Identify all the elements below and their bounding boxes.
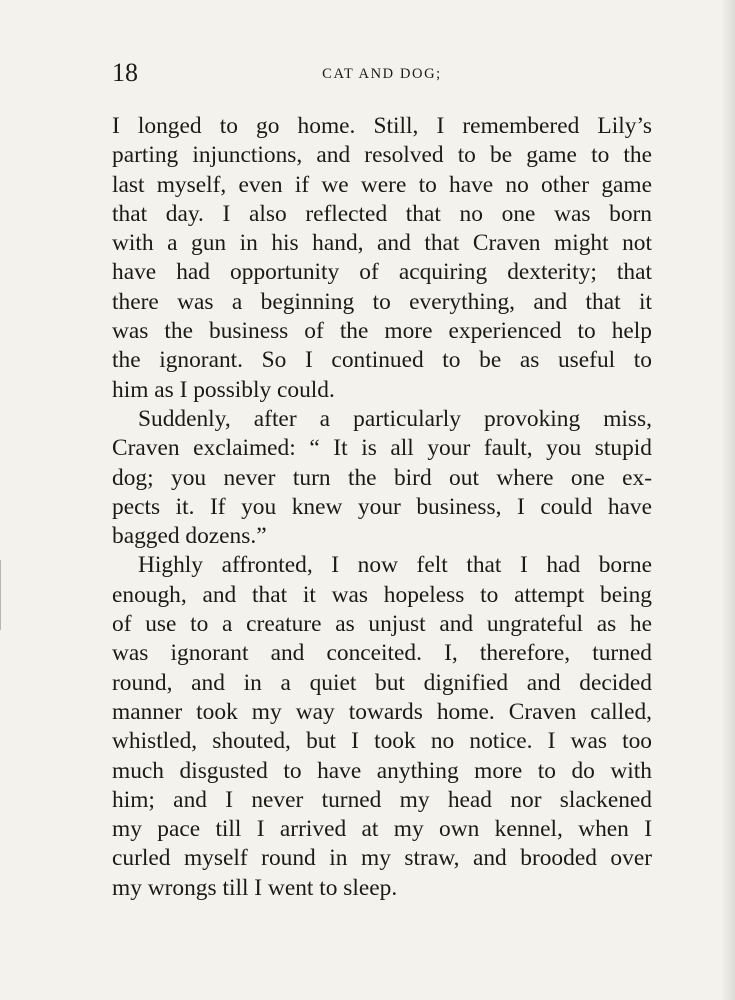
text-line: pects it. If you knew your business, I could have — [112, 493, 652, 520]
text-line: him as I possibly could. — [112, 376, 335, 403]
text-line: last myself, even if we were to have no other game — [112, 171, 652, 198]
text-line: whistled, shouted, but I took no notice. I was too — [112, 728, 652, 755]
text-line: the ignorant. So I continued to be as useful to — [112, 347, 652, 374]
text-line: round, and in a quiet but dignified and decided — [112, 669, 652, 696]
text-line: was the business of the more experienced to help — [112, 318, 652, 345]
paragraph-2 — [112, 405, 652, 551]
page-margin-mark — [0, 560, 7, 630]
text-line: him; and I never turned my head nor slackened — [112, 786, 652, 813]
text-line: Highly affronted, I now felt that I had borne — [138, 552, 652, 579]
text-line: my pace till I arrived at my own kennel, when I — [112, 816, 652, 843]
page-edge-shadow — [721, 0, 735, 1000]
text-line: dog; you never turn the bird out where one ex- — [112, 464, 652, 491]
page-header — [112, 58, 652, 94]
text-line: my wrongs till I went to sleep. — [112, 874, 398, 901]
running-title: CAT AND DOG; — [322, 66, 442, 82]
paragraph-3 — [112, 551, 652, 903]
text-line: much disgusted to have anything more to do with — [112, 757, 652, 784]
text-line: curled myself round in my straw, and brooded over — [112, 845, 652, 872]
text-line: with a gun in his hand, and that Craven might not — [112, 230, 652, 257]
paragraph-1 — [112, 112, 652, 405]
text-line: that day. I also reflected that no one was born — [112, 200, 652, 227]
text-line: have had opportunity of acquiring dexterity; that — [112, 259, 652, 286]
body-text — [112, 112, 652, 903]
text-line: Craven exclaimed: “ It is all your fault, you stupid — [112, 435, 652, 462]
text-line: was ignorant and conceited. I, therefore, turned — [112, 640, 652, 667]
text-line: I longed to go home. Still, I remembered Lily’s — [112, 113, 652, 139]
text-line: of use to a creature as unjust and ungrateful as he — [112, 611, 652, 638]
page-number: 18 — [112, 58, 138, 87]
text-line: there was a beginning to everything, and that it — [112, 288, 652, 315]
text-line: parting injunctions, and resolved to be game to the — [112, 142, 652, 169]
text-line: manner took my way towards home. Craven called, — [112, 698, 652, 725]
text-line: Suddenly, after a particularly provoking miss, — [138, 405, 652, 432]
text-line: enough, and that it was hopeless to attempt being — [112, 581, 652, 608]
text-line: bagged dozens.” — [112, 523, 267, 550]
